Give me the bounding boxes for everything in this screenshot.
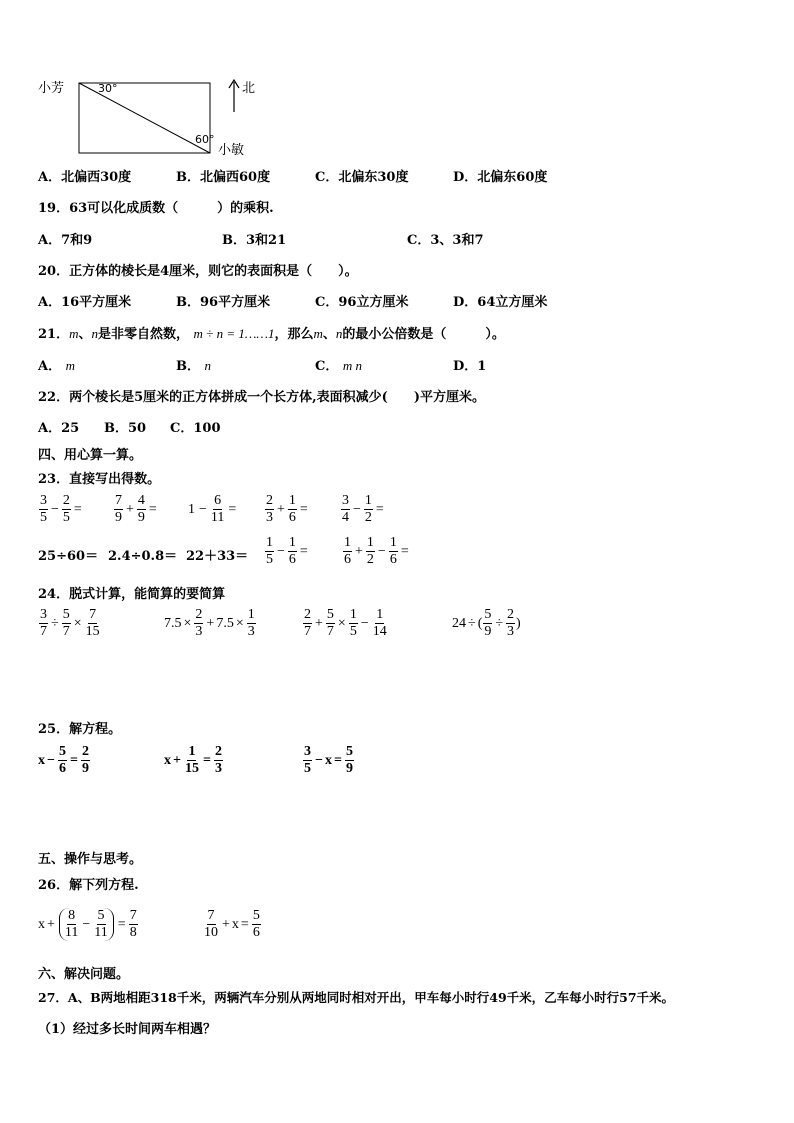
q21-option-c-value: m n [342,358,363,373]
fraction: $\frac{3}{7}$ [40,607,47,639]
fraction: $\frac{5}{6}$ [252,908,260,940]
fraction: $\frac{5}{7}$ [62,607,70,639]
fraction: $\frac{7}{10}$ [204,908,218,940]
q24-expr-4: 24 ÷ ( $\frac{5}{9}$ ÷ $\frac{2}{3}$ ) [452,607,521,639]
q27-text: 27．A、B两地相距318千米，两辆汽车分别从两地同时相对开出，甲车每小时行49千米，乙车每小时行57千米。 [38,990,675,1005]
fraction: $\frac{5}{9}$ [345,744,353,776]
q25-eq-2: x + $\frac{1}{15}$ = $\frac{2}{3}$ [164,744,222,776]
fraction: $\frac{6}{11}$ [210,493,225,525]
q18-option-d[interactable]: D．北偏东60度 [453,170,548,185]
fraction: $\frac{5}{9}$ [484,607,492,639]
q23-expr-3: 1 − $\frac{6}{11}$ = [188,493,237,525]
fraction: $\frac{7}{15}$ [85,607,100,639]
q21-var-m2: m [313,326,323,341]
q19-option-b[interactable]: B．3和21 [222,233,287,248]
fraction: $\frac{1}{5}$ [349,607,357,639]
q19-text: 19．63可以化成质数（ ）的乘积. [38,201,274,216]
q23-expr-9: $\frac{1}{5}$ − $\frac{1}{6}$ = [266,535,308,567]
fraction: $\frac{2}{9}$ [81,744,89,776]
q18-option-a[interactable]: A．北偏西30度 [38,170,132,185]
q20-option-a[interactable]: A．16平方厘米 [38,295,132,310]
q20-text: 20．正方体的棱长是4厘米，则它的表面积是（ ）。 [38,264,358,279]
q21-option-a-value: m [65,358,76,373]
q21-condition: m ÷ n = 1……1 [193,326,275,341]
section-4-heading: 四、用心算一算。 [38,448,143,463]
fraction: $\frac{1}{6}$ [389,535,397,567]
fraction: $\frac{3}{4}$ [342,493,349,525]
fraction: $\frac{1}{14}$ [372,607,387,639]
q21-option-b[interactable] [176,355,211,374]
q23-expr-2: $\frac{7}{9}$ + $\frac{4}{9}$ = [115,493,157,525]
section-5-heading: 五、操作与思考。 [38,852,143,867]
direction-diagram [30,72,270,162]
fraction: $\frac{4}{9}$ [137,493,145,525]
q21-number: 21． [38,327,70,342]
q20-option-c[interactable]: C．96立方厘米 [315,295,409,310]
fraction: $\frac{1}{2}$ [366,535,374,567]
q22-option-b[interactable]: B．50 [104,421,147,436]
q21-var-m: m [69,326,79,341]
q21-sep: 、 [78,327,92,342]
q22-option-a[interactable]: A．25 [38,421,80,436]
q21-text-3: 的最小公倍数是（ ）。 [342,327,505,342]
fraction: $\frac{1}{2}$ [364,493,372,525]
q21-option-a[interactable] [38,355,75,374]
q23-expr-1: $\frac{3}{5}$ − $\frac{2}{5}$ = [40,493,82,525]
q24-text: 24．脱式计算，能简算的要简算 [38,587,226,602]
section-6-heading: 六、解决问题。 [38,967,130,982]
fraction: $\frac{5}{11}$ [94,908,108,940]
q23-expr-4: $\frac{2}{3}$ + $\frac{1}{6}$ = [266,493,308,525]
fraction: $\frac{2}{3}$ [195,607,203,639]
q21-option-d[interactable]: D．1 [453,359,487,374]
right-name: 小敏 [218,143,245,158]
fraction: $\frac{1}{15}$ [184,744,199,776]
fraction: $\frac{1}{6}$ [288,493,296,525]
fraction: $\frac{7}{8}$ [129,908,137,940]
q25-eq-3: $\frac{3}{5}$ − x = $\frac{5}{9}$ [304,744,353,776]
fraction: $\frac{2}{3}$ [214,744,222,776]
q21-text-1: 是非零自然数， [98,327,190,342]
q23-text: 23．直接写出得数。 [38,472,161,487]
fraction: $\frac{7}{9}$ [115,493,122,525]
q22-text: 22．两个棱长是5厘米的正方体拼成一个长方体,表面积减少( )平方厘米。 [38,390,485,405]
q21-option-b-label: B． [176,359,200,374]
q21-option-a-label: A． [38,359,62,374]
q24-expr-2: 7.5 × $\frac{2}{3}$ + 7.5 × $\frac{1}{3}$ [164,607,255,639]
q18-option-c[interactable]: C．北偏东30度 [315,170,409,185]
q24-expr-3: $\frac{2}{7}$ + $\frac{5}{7}$ × $\frac{1}{5}$ − $\frac{1}{14}$ [304,607,387,639]
fraction: $\frac{1}{6}$ [344,535,351,567]
q23-expr-10: $\frac{1}{6}$ + $\frac{1}{2}$ − $\frac{1}{6}$ = [344,535,409,567]
q23-expr-8: 22＋33＝ [186,549,249,564]
q26-text: 26．解下列方程. [38,878,139,893]
q23-expr-7: 2.4÷0.8＝ [108,549,178,564]
fraction: $\frac{3}{5}$ [304,744,311,776]
q21-var-n: n [91,326,98,341]
q22-option-c[interactable]: C．100 [170,421,221,436]
north-label: 北 [242,81,256,96]
q20-option-b[interactable]: B．96平方厘米 [176,295,271,310]
q21-sep2: 、 [322,327,336,342]
fraction: $\frac{2}{5}$ [62,493,70,525]
fraction: $\frac{3}{5}$ [40,493,47,525]
q24-expr-1: $\frac{3}{7}$ ÷ $\frac{5}{7}$ × $\frac{7}{15}$ [40,607,100,639]
fraction: $\frac{5}{7}$ [326,607,334,639]
fraction: $\frac{2}{7}$ [304,607,311,639]
q19-option-c[interactable]: C．3、3和7 [407,233,484,248]
q26-eq-2: $\frac{7}{10}$ + x = $\frac{5}{6}$ [204,908,260,940]
fraction: $\frac{1}{6}$ [288,535,296,567]
q21-text-2: ，那么 [274,327,314,342]
fraction: $\frac{1}{5}$ [266,535,273,567]
q25-eq-1: x − $\frac{5}{6}$ = $\frac{2}{9}$ [38,744,89,776]
q21-option-c[interactable] [315,355,362,374]
q21-text [38,323,505,342]
q26-eq-1: x + $\frac{8}{11}$ − $\frac{5}{11}$ = $\frac{7}{8}$ [38,908,137,940]
fraction: $\frac{2}{3}$ [266,493,273,525]
parentheses: $\frac{8}{11}$ − $\frac{5}{11}$ [59,908,114,941]
angle-bottom: 60° [195,133,215,146]
fraction: $\frac{1}{3}$ [247,607,255,639]
fraction: $\frac{2}{3}$ [507,607,515,639]
q25-text: 25．解方程。 [38,722,122,737]
q21-option-b-value: n [204,358,212,373]
q23-expr-6: 25÷60＝ [38,549,99,564]
angle-top: 30° [98,82,118,95]
fraction: $\frac{5}{6}$ [58,744,66,776]
q27-sub-1: （1）经过多长时间两车相遇？ [38,1022,217,1037]
fraction: $\frac{8}{11}$ [64,908,79,940]
left-name: 小芳 [38,81,65,96]
q23-expr-5: $\frac{3}{4}$ − $\frac{1}{2}$ = [342,493,384,525]
q21-var-n2: n [335,326,343,341]
q18-option-b[interactable]: B．北偏西60度 [176,170,271,185]
q21-option-c-label: C． [315,359,339,374]
q20-option-d[interactable]: D．64立方厘米 [453,295,548,310]
q19-option-a[interactable]: A．7和9 [38,233,93,248]
